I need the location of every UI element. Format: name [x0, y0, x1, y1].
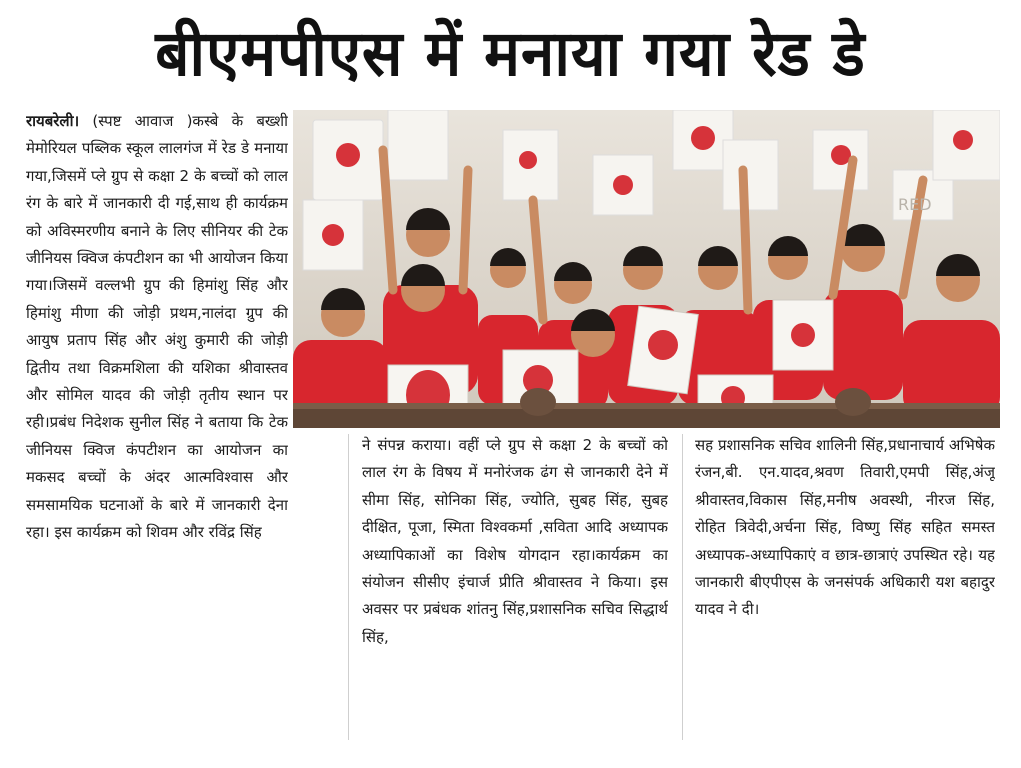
article-column-2	[362, 432, 668, 738]
sign-text: RED	[898, 195, 932, 214]
column-rule-2	[682, 434, 683, 740]
article-text-1: (स्पष्ट आवाज )कस्बे के बख्शी मेमोरियल पब्लिक स्कूल लालगंज में रेड डे मनाया गया,जिसमें प्ले ग्रुप से कक्षा 2 के बच्चों को लाल रंग के बारे में जानकारी दी गई,साथ ही कार्यक्रम को अविस्मरणीय बनाने के लिए सीनियर की टेक जीनियस क्विज कंपटीशन का भी आयोजन किया गया।जिसमें वल्लभी ग्रुप की हिमांशु सिंह और हिमांशु मीणा की जोड़ी प्रथम,नालंदा ग्रुप की आयुष प्रताप सिंह और अंशु कुमारी की जोड़ी द्वितीय तथा विक्रमशिला की यशिका श्रीवास्तव और सोमिल यादव की जोड़ी तृतीय स्थान पर रही।प्रबंध निदेशक सुनील सिंह ने बताया कि टेक जीनियस क्विज कंपटीशन का आयोजन का मकसद बच्चों के अंदर आत्मविश्वास और समसामयिक घटनाओं के बारे में जानकारी देना रहा। इस कार्यक्रम को शिवम और रविंद्र सिंह	[26, 112, 288, 542]
headline: बीएमपीएस में मनाया गया रेड डे	[155, 17, 866, 91]
article-column-1	[26, 108, 288, 744]
column-rule-1	[348, 434, 349, 740]
children-holding-apple-drawings	[293, 110, 1000, 428]
dateline: रायबरेली।	[26, 112, 80, 130]
article-text-3: सह प्रशासनिक सचिव शालिनी सिंह,प्रधानाचार्य अभिषेक रंजन,बी. एन.यादव,श्रवण तिवारी,एमपी सिंह,अंजू श्रीवास्तव,विकास सिंह,मनीष अवस्थी, नीरज सिंह, रोहित त्रिवेदी,अर्चना सिंह, विष्णु सिंह सहित समस्त अध्यापक-अध्यापिकाएं व छात्र-छात्राएं उपस्थित रहे। यह जानकारी बीएपीएस के जनसंपर्क अधिकारी यश बहादुर यादव ने दी।	[695, 436, 995, 619]
event-photo	[293, 110, 1000, 428]
article-column-3	[695, 432, 995, 738]
article-text-2: ने संपन्न कराया। वहीं प्ले ग्रुप से कक्षा 2 के बच्चों को लाल रंग के विषय में मनोरंजक ढंग से जानकारी देने में सीमा सिंह, सोनिका सिंह, ज्योति, सुबह सिंह, सुबह दीक्षित, पूजा, स्मिता विश्वकर्मा ,सविता आदि अध्यापक अध्यापिकाओं का विशेष योगदान रहा।कार्यक्रम का संयोजन सीसीए इंचार्ज प्रीति श्रीवास्तव ने किया। इस अवसर पर प्रबंधक शांतनु सिंह,प्रशासनिक सचिव सिद्धार्थ सिंह,	[362, 436, 668, 646]
